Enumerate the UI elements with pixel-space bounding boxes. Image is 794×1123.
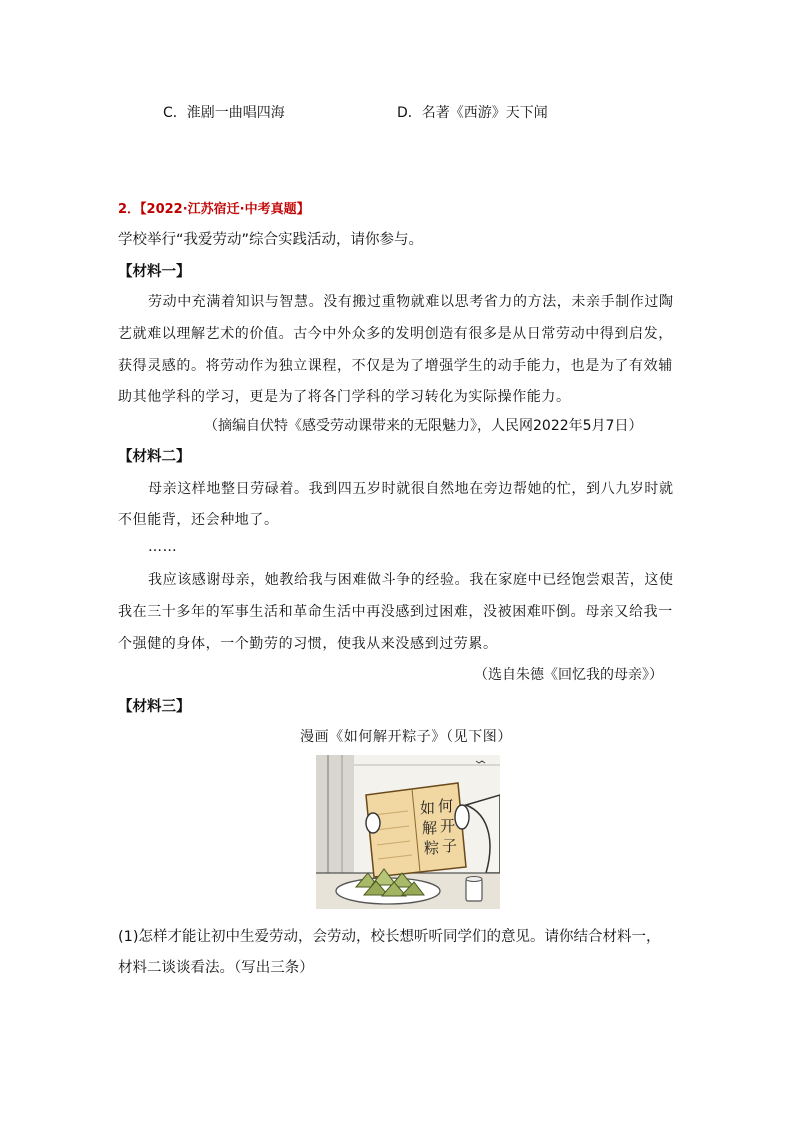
- material2-heading: 【材料二】: [118, 449, 191, 465]
- comic-book-char: 子: [442, 837, 458, 855]
- material2-line: 个强健的身体，一个勤劳的习惯，使我从来没感到过劳累。: [118, 636, 498, 652]
- question-source-tag: 【2022·江苏宿迁·中考真题】: [140, 202, 310, 217]
- comic-caption: 漫画《如何解开粽子》（见下图）: [300, 729, 512, 745]
- question-intro: 学校举行“我爱劳动”综合实践活动，请你参与。: [118, 232, 424, 248]
- material2-ellipsis: ……: [148, 539, 178, 555]
- question-header: [118, 198, 310, 217]
- material1-source: （摘编自伏特《感受劳动课带来的无限魅力》，人民网2022年5月7日）: [204, 418, 643, 434]
- comic-book-char: 何: [438, 797, 454, 815]
- comic-image: [316, 755, 500, 909]
- option-d: D．名著《西游》天下闻: [397, 105, 548, 121]
- material2-line: 我应该感谢母亲，她教给我与困难做斗争的经验。我在家庭中已经饱尝艰苦，这使: [148, 572, 674, 588]
- material2-line: 我在三十多年的军事生活和革命生活中再没感到过困难，没被困难吓倒。母亲又给我一: [118, 604, 673, 620]
- comic-book-char: 开: [440, 817, 456, 835]
- material1-line: 劳动中充满着知识与智慧。没有搬过重物就难以思考省力的方法，未亲手制作过陶: [148, 294, 674, 310]
- subquestion-line: 材料二谈谈看法。（写出三条）: [118, 960, 314, 976]
- comic-book-char: 如: [420, 799, 436, 817]
- comic-book-char: 解: [422, 819, 438, 837]
- material1-line: 助其他学科的学习，更是为了将各门学科的学习转化为实际操作能力。: [118, 389, 571, 405]
- question-number: 2．: [118, 202, 141, 217]
- material2-source: （选自朱德《回忆我的母亲》）: [474, 667, 663, 683]
- material3-heading: 【材料三】: [118, 699, 191, 715]
- option-c: C．淮剧一曲唱四海: [163, 105, 285, 121]
- subquestion-line: (1)怎样才能让初中生爱劳动，会劳动，校长想听听同学们的意见。请你结合材料一，: [118, 929, 661, 945]
- material2-line: 母亲这样地整日劳碌着。我到四五岁时就很自然地在旁边帮她的忙，到八九岁时就: [148, 481, 674, 497]
- material1-heading: 【材料一】: [118, 264, 191, 280]
- comic-book-char: 粽: [424, 839, 440, 857]
- material1-line: 艺就难以理解艺术的价值。古今中外众多的发明创造有很多是从日常劳动中得到启发，: [118, 326, 673, 342]
- material2-line: 不但能背，还会种地了。: [118, 512, 279, 528]
- material1-line: 获得灵感的。将劳动作为独立课程，不仅是为了增强学生的动手能力，也是为了有效辅: [118, 358, 673, 374]
